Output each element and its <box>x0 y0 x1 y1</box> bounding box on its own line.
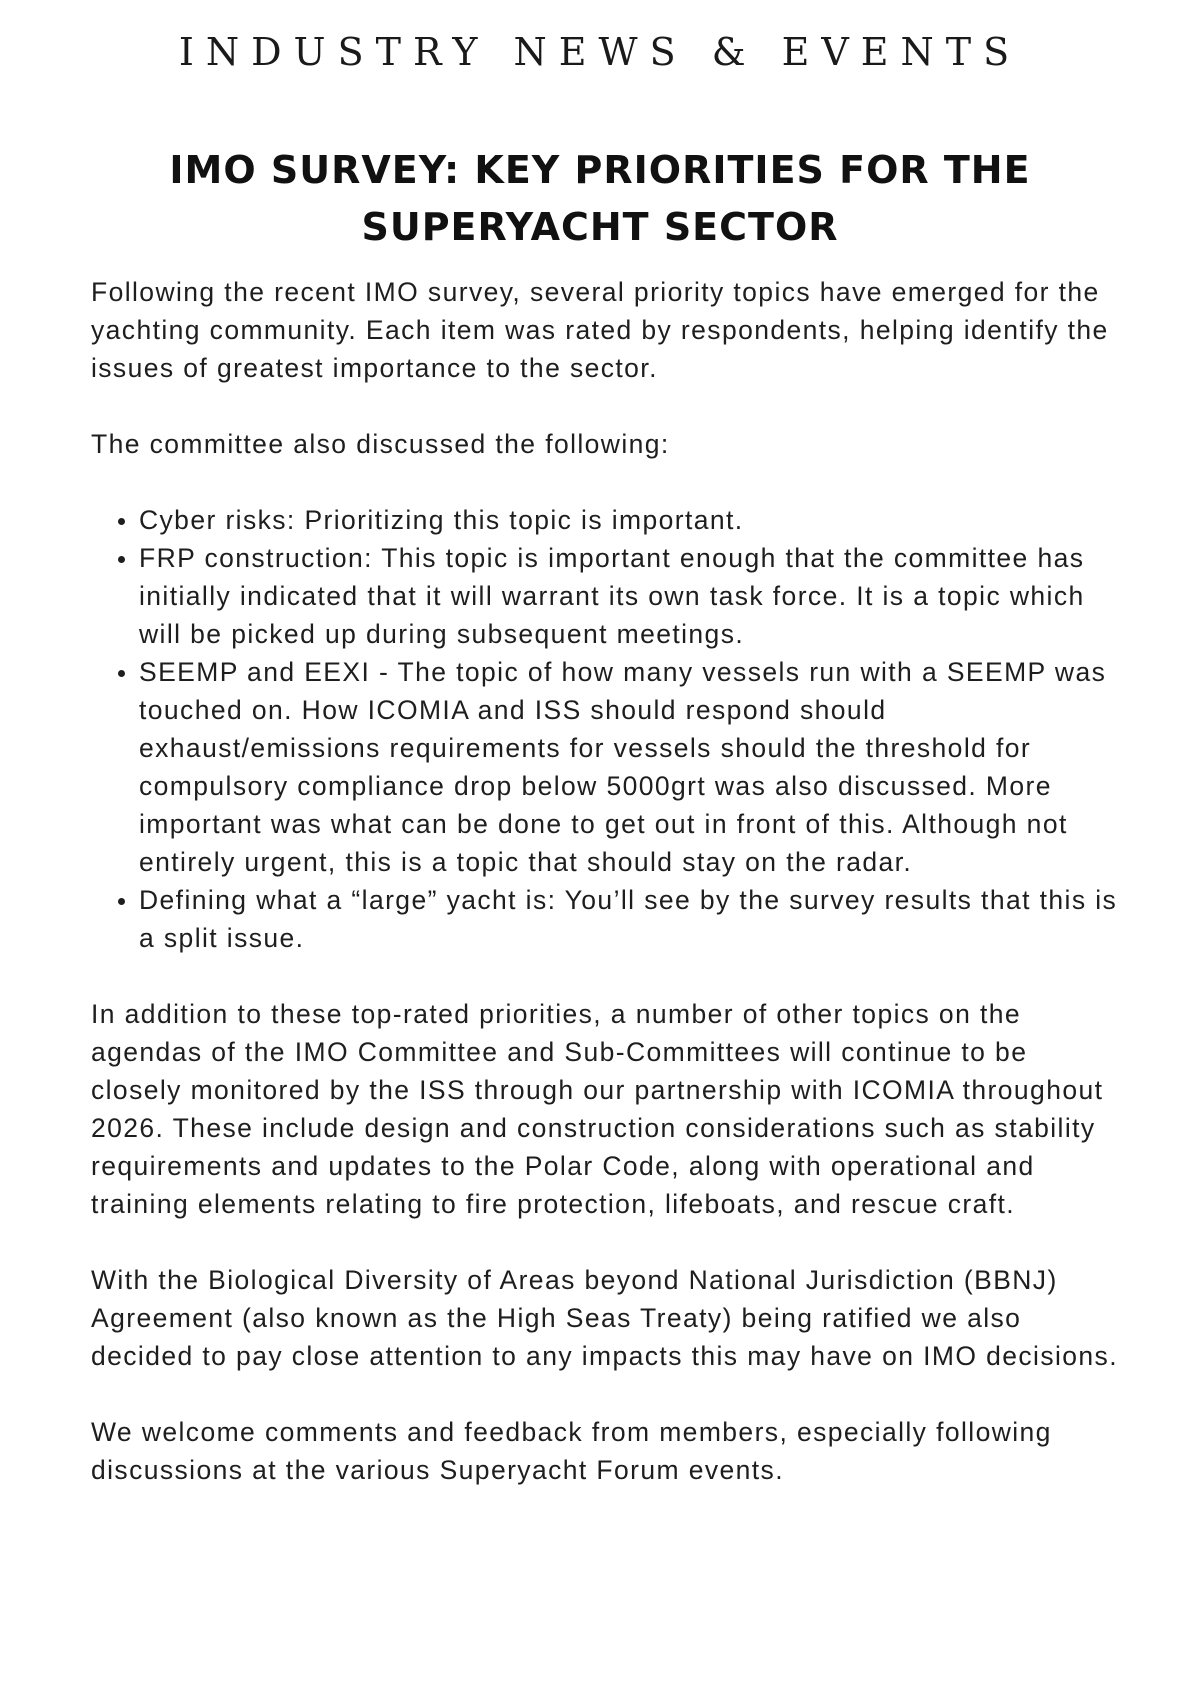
intro-paragraph: Following the recent IMO survey, several priority topics have emerged for the yachting community. Each item was rated by respondents, helping identify the issues of greatest importance to the sector. <box>91 277 1109 383</box>
list-item: • Cyber risks: Prioritizing this topic is important. <box>139 501 1121 539</box>
article-title: IMO SURVEY: KEY PRIORITIES FOR THE SUPERYACHT SECTOR <box>169 148 1031 249</box>
list-item: • SEEMP and EEXI - The topic of how many vessels run with a SEEMP was touched on. How ICOMIA and ISS should respond should exhaust/emissions requirements for vessels should the threshold for compulsory compliance drop below 5000grt was also discussed. More important was what can be done to get out in front of this. Although not entirely urgent, this is a topic that should stay on the radar. <box>139 653 1121 881</box>
feedback-paragraph: We welcome comments and feedback from members, especially following discussions at the various Superyacht Forum events. <box>91 1417 1052 1485</box>
article-body <box>91 273 1121 1527</box>
additional-topics-paragraph: In addition to these top-rated priorities, a number of other topics on the agendas of the IMO Committee and Sub-Committees will continue to be closely monitored by the ISS through our partnership with ICOMIA throughout 2026. These include design and construction considerations such as stability requirements and updates to the Polar Code, along with operational and training elements relating to fire protection, lifeboats, and rescue craft. <box>91 999 1104 1219</box>
list-intro: The committee also discussed the following: <box>91 429 670 459</box>
section-label: INDUSTRY NEWS & EVENTS <box>178 30 1022 74</box>
list-item: • Defining what a “large” yacht is: You’ll see by the survey results that this is a split issue. <box>139 881 1121 957</box>
list-item: • FRP construction: This topic is important enough that the committee has initially indicated that it will warrant its own task force. It is a topic which will be picked up during subsequent meetings. <box>139 539 1121 653</box>
priority-list <box>91 501 1121 957</box>
bbnj-paragraph: With the Biological Diversity of Areas beyond National Jurisdiction (BBNJ) Agreement (also known as the High Seas Treaty) being ratified we also decided to pay close attention to any impacts this may have on IMO decisions. <box>91 1265 1118 1371</box>
